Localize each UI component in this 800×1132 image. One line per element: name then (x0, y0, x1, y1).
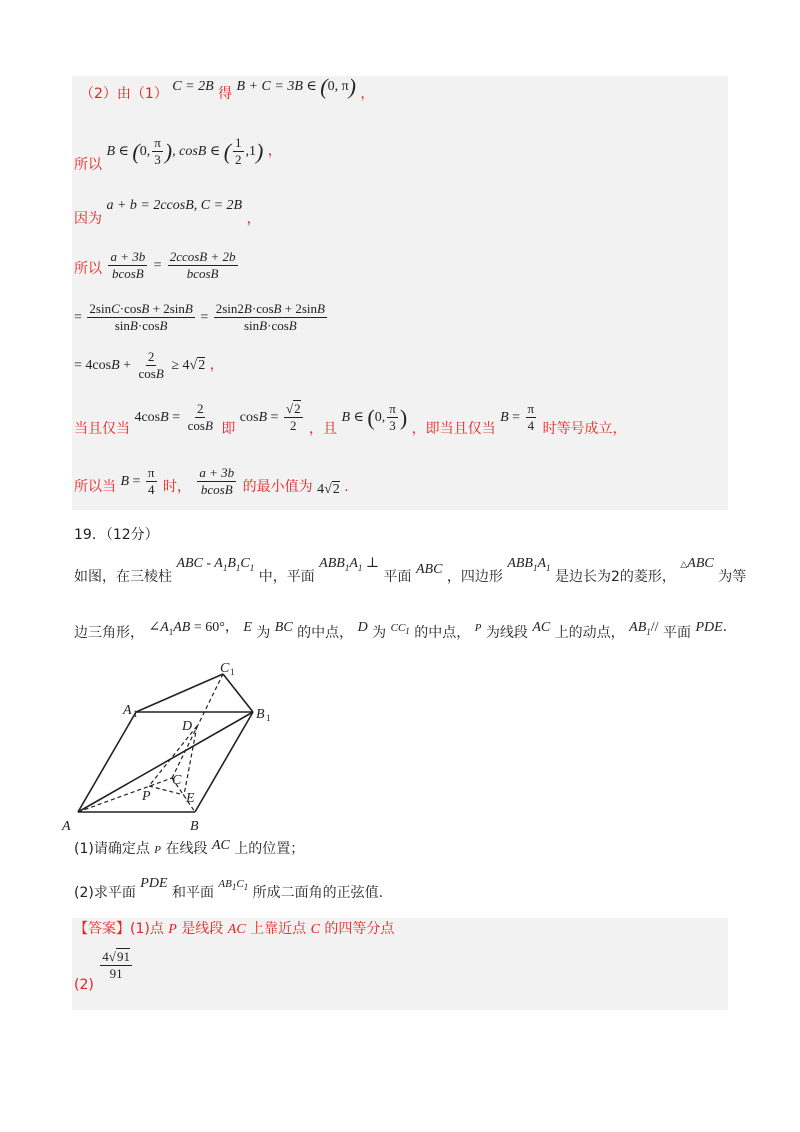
formula-equality: 4cosB = $\frac{2}{\cos B}$ (134, 401, 213, 434)
formula-b-pi4-2: B = $\frac{\pi}{4}$ (120, 465, 155, 498)
text: 上的位置； (234, 841, 305, 857)
segment-cc1: $CC_1$ (390, 622, 410, 637)
formula-quad: $ABB_1A_1$ (507, 556, 551, 573)
segment-ac: AC (532, 620, 551, 635)
text-equality-holds: 时等号成立， (542, 421, 627, 438)
label-a1-sub: 1 (133, 709, 138, 719)
text: 为等 (718, 569, 747, 585)
point-p: P (168, 922, 177, 937)
label-c: C (172, 773, 182, 788)
segment-ab1: $AB_1//$ (629, 620, 659, 637)
formula-b-range: B ∈ (0, $\frac{\pi}{3}$ ), cosB ∈ ( $\frac{1}{2}$ ,1) (106, 135, 264, 168)
label-d: D (182, 719, 193, 734)
point-p: P (154, 844, 162, 856)
formula-angle: $\angle A_1AB = 60^\circ$ (148, 620, 225, 637)
text-de: 得 (218, 86, 233, 103)
text: 边三角形， (74, 625, 144, 641)
text: 上的动点， (554, 625, 625, 641)
step-label: （2）由（1） (80, 86, 168, 103)
text: 是边长为2的菱形， (555, 569, 676, 585)
label-p: P (142, 789, 151, 804)
text: 为 (372, 625, 387, 641)
text: 的中点， (414, 625, 471, 641)
formula-abc: ABC (415, 562, 443, 577)
label-b1-sub: 1 (266, 713, 271, 723)
answer-part-2: (2) (74, 977, 94, 994)
question-1 (74, 838, 305, 857)
text: 为线段 (485, 625, 528, 641)
text-qie: ，且 (309, 421, 338, 438)
plane-pde: PDE (695, 620, 723, 635)
text: ，四边形 (446, 569, 503, 585)
comma: ， (360, 86, 375, 103)
formula-a-plus-b: a + b = 2ccosB, C = 2B (106, 198, 243, 213)
text-jidangqiejindang: ，即当且仅当 (411, 421, 496, 438)
label-a: A (62, 819, 71, 834)
formula-triangle: △ABC (680, 556, 714, 571)
solution-line-1 (80, 74, 375, 106)
answer-label: 【答案】(1)点 (74, 921, 164, 937)
formula-inequality: = 4cosB + $\frac{2}{\cos B}$ ≥ 4√2 (74, 349, 206, 382)
edge-a1c1 (136, 674, 223, 712)
question-2 (74, 876, 384, 901)
answer-fraction: $\frac{4√91}{91}$ (102, 949, 130, 982)
label-c1: C (220, 661, 230, 676)
answer-line-2 (74, 949, 134, 994)
text-suoyi: 所以 (74, 157, 102, 174)
answer-line-1 (74, 922, 394, 937)
edge-ac (78, 778, 172, 812)
solution-line-6 (74, 350, 224, 382)
solution-line-7 (74, 401, 627, 438)
period: . (722, 619, 728, 635)
label-c1-sub: 1 (230, 667, 235, 677)
text: (1)请确定点 (74, 841, 150, 857)
problem-number: 19．（12分） (74, 527, 159, 543)
plane-pde: PDE (140, 876, 168, 891)
text: 平面 (662, 625, 691, 641)
formula-plane-abba: $ABB_1A_1$ ⊥ (319, 556, 380, 573)
formula-4root2: 4√2 (317, 482, 340, 498)
text: (2)求平面 (74, 885, 136, 901)
solution-line-2 (74, 135, 282, 174)
edge-bb1 (195, 712, 253, 812)
point-c: C (310, 922, 320, 937)
comma: ， (246, 211, 261, 227)
problem-paragraph-1 (74, 556, 747, 585)
solution-line-3 (74, 198, 261, 227)
period: . (344, 479, 349, 496)
solution-line-4 (74, 250, 240, 282)
formula-b-plus-c: B + C = 3B ∈ (0, π) (236, 74, 356, 99)
edge-cc1 (172, 674, 223, 778)
denominator: 91 (109, 966, 123, 982)
text-yinwei: 因为 (74, 211, 102, 227)
label-b1: B (256, 707, 265, 722)
point-e: E (243, 620, 252, 635)
text: 上靠近点 (250, 921, 307, 937)
text: 在线段 (165, 841, 208, 857)
label-b: B (190, 819, 199, 834)
text-shi: 时， (162, 479, 191, 496)
point-p: P (474, 622, 482, 634)
solution-line-5 (74, 302, 329, 334)
formula-ratio: $\frac{a + 3b}{bcosB}$ = $\frac{2ccosB + 2b}{bcosB}$ (110, 249, 236, 282)
formula-ratio-2: $\frac{a + 3b}{bcosB}$ (199, 465, 235, 498)
segment-de (184, 726, 197, 795)
comma: ， (209, 357, 224, 374)
edge-aa1 (78, 712, 136, 812)
diagonal-ab1 (78, 712, 253, 812)
segment-bc: BC (274, 620, 293, 635)
solution-line-8 (74, 466, 349, 498)
text-suoyi: 所以 (74, 261, 102, 278)
edge-b1c1 (223, 674, 253, 712)
text-ji: 即 (221, 421, 236, 438)
text: 所成二面角的正弦值. (252, 885, 384, 901)
formula-b-pi4: B = $\frac{\pi}{4}$ (500, 401, 535, 434)
segment-ac: AC (211, 838, 230, 853)
plane-ab1c1: $AB_1C_1$ (218, 878, 249, 893)
text: 是线段 (181, 921, 224, 937)
text: 中，平面 (258, 569, 315, 585)
comma: ， (267, 143, 282, 160)
text: 和平面 (171, 885, 214, 901)
label-e: E (186, 791, 195, 806)
point-d: D (357, 620, 368, 635)
text: 平面 (383, 569, 412, 585)
text: 如图，在三棱柱 (74, 569, 172, 585)
text-suoyidang: 所以当 (74, 479, 116, 496)
segment-ac: AC (227, 922, 246, 937)
formula-sin-expansion: = $\frac{2\sin C\cdot\cos B + 2\sin B}{\sin B\cdot\cos B}$ = $\frac{2\sin 2B\cdot\cos B + 2\sin B}{\sin B\cdot\cos B}$ (74, 301, 325, 334)
text-min-value: 的最小值为 (242, 479, 313, 496)
text: 为 (256, 625, 271, 641)
label-a1: A (123, 703, 132, 718)
formula-b-range-2: B ∈ (0, $\frac{\pi}{3}$ ) (341, 401, 408, 434)
text-dangqiejindang: 当且仅当 (74, 421, 130, 438)
text: 的中点， (297, 625, 354, 641)
text: 的四等分点 (324, 921, 395, 937)
problem-paragraph-2 (74, 619, 728, 641)
formula-prism: ABC - $A_1B_1C_1$ (176, 556, 255, 573)
prism-figure (60, 660, 300, 840)
formula-cosb-value: cosB = $\frac{√2}{2}$ (239, 401, 301, 434)
formula-c-eq-2b: C = 2B (172, 79, 214, 95)
text: ， (224, 619, 239, 635)
